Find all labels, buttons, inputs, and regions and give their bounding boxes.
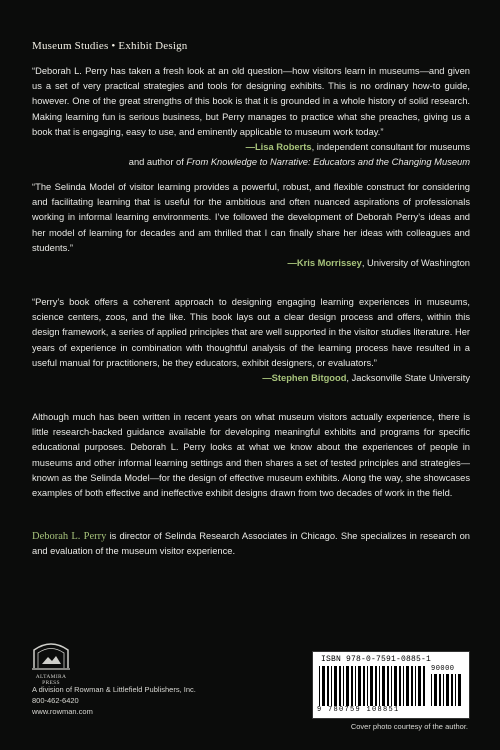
barcode-bar: [431, 674, 432, 706]
barcode-bar: [346, 666, 349, 706]
barcode-bar: [387, 666, 389, 706]
barcode-digits: 9 780759 108851: [317, 706, 400, 714]
barcode-bar: [434, 674, 437, 706]
endorser-name: —Kris Morrissey: [287, 258, 362, 269]
barcode-bar: [363, 666, 365, 706]
quote-attribution-line2: [32, 155, 470, 170]
barcode-bar: [370, 666, 373, 706]
quote-attribution: [32, 371, 470, 386]
photo-credit: Cover photo courtesy of the author.: [350, 722, 468, 731]
isbn-barcode: [312, 651, 470, 719]
barcode-bar: [355, 666, 356, 706]
endorser-name: —Stephen Bitgood: [262, 373, 347, 384]
barcode-bar: [322, 666, 325, 706]
endorser-affiliation: , Jacksonville State University: [346, 373, 470, 384]
barcode-bar: [331, 666, 332, 706]
price-code: 90000: [431, 665, 455, 673]
barcode-bar: [327, 666, 329, 706]
endorsement-quote: [32, 180, 470, 271]
barcode-bar: [439, 674, 441, 706]
publisher-division: A division of Rowman & Littlefield Publishers, Inc.: [32, 685, 196, 694]
barcode-bar: [455, 674, 456, 706]
barcode-bar: [319, 666, 320, 706]
quote-text: “Perry’s book offers a coherent approach to designing engaging learning experiences in museums, science centers, zoos, and the like. This book lays out a clear design process and offers, within this design framework, a series of applied principles that are well supported in the visitor studies literature. Her years of experience in combination with thoughtful analysis of the learning process have resulted in a useful manual for practitioners, be they educators, exhibit designers, or evaluators.”: [32, 297, 470, 368]
quote-text: “Deborah L. Perry has taken a fresh look at an old question—how visitors learn in museums—and given us a set of very practical strategies and tools for designing exhibits. This is no ordinary how-to guide, however. One of the great strengths of this book is that it is grounded in a whole history of solid research. Making learning fun is serious business, but Perry manages to practice what she preaches, giving us a book that is engaging, easy to use, and eminently applicable to museum work today.”: [32, 66, 470, 137]
endorser-book-title: From Knowledge to Narrative: Educators and the Changing Museum: [186, 157, 470, 168]
barcode-bar: [375, 666, 377, 706]
price-barcode-bars: [431, 674, 463, 706]
publisher-website: www.rowman.com: [32, 707, 93, 716]
publisher-phone: 800-462-6420: [32, 696, 79, 705]
barcode-bar: [403, 666, 404, 706]
barcode-bar: [406, 666, 409, 706]
barcode-bar: [334, 666, 337, 706]
quote-attribution: [32, 140, 470, 155]
publisher-info: [32, 684, 196, 717]
barcode-bar: [418, 666, 421, 706]
book-summary: Although much has been written in recent years on what museum visitors actually experience, there is little research-backed guidance available for developing meaningful exhibits and programs for specific educational purposes. Deborah L. Perry looks at what we know about the experiences of people in museums and other informal learning settings and then shares a set of tested principles and strategies—known as the Selinda Model—for the design of effective museum exhibits. Along the way, she showcases examples of both effective and ineffective exhibit designs drawn from two decades of work in the field.: [32, 412, 470, 499]
quote-text: “The Selinda Model of visitor learning provides a powerful, robust, and flexible construct for considering and facilitating learning that is useful for the ambitious and often nuanced aspirations of professionals working in informal learning environments. I’ve followed the development of Deborah Perry’s ideas and her model of learning for decades and am thrilled that I can finally share her ideas with colleagues and students.”: [32, 182, 470, 253]
barcode-bar: [458, 674, 461, 706]
barcode-bar: [351, 666, 353, 706]
barcode-bar: [411, 666, 413, 706]
barcode-bar: [415, 666, 416, 706]
endorsement-quote: [32, 295, 470, 386]
barcode-bar: [423, 666, 425, 706]
barcode-bar: [399, 666, 401, 706]
barcode-bar: [451, 674, 453, 706]
altamira-logo-icon: [30, 640, 72, 674]
endorser-affiliation-prefix: and author of: [128, 157, 187, 168]
endorser-affiliation: , independent consultant for museums: [311, 142, 470, 153]
barcode-bar: [391, 666, 392, 706]
author-name: Deborah L. Perry: [32, 531, 107, 542]
category-line: Museum Studies • Exhibit Design: [32, 40, 188, 52]
barcode-bar: [339, 666, 341, 706]
barcode-bar: [446, 674, 449, 706]
barcode-bar: [443, 674, 444, 706]
endorser-affiliation: , University of Washington: [361, 258, 470, 269]
barcode-bar: [358, 666, 361, 706]
barcode-bar: [382, 666, 385, 706]
endorser-name: —Lisa Roberts: [245, 142, 312, 153]
author-bio-text: is director of Selinda Research Associates in Chicago. She specializes in research on and evaluation of the museum visitor experience.: [32, 531, 470, 557]
barcode-bars: [319, 666, 427, 706]
isbn-number: ISBN 978-0-7591-0885-1: [321, 655, 432, 664]
endorsement-quote: [32, 64, 470, 170]
author-bio: [32, 529, 470, 559]
publisher-logo-text: ALTAMIRA PRESS: [35, 674, 67, 686]
barcode-bar: [379, 666, 380, 706]
barcode-bar: [367, 666, 368, 706]
quote-attribution: [32, 256, 470, 271]
barcode-bar: [394, 666, 397, 706]
barcode-bar: [343, 666, 344, 706]
